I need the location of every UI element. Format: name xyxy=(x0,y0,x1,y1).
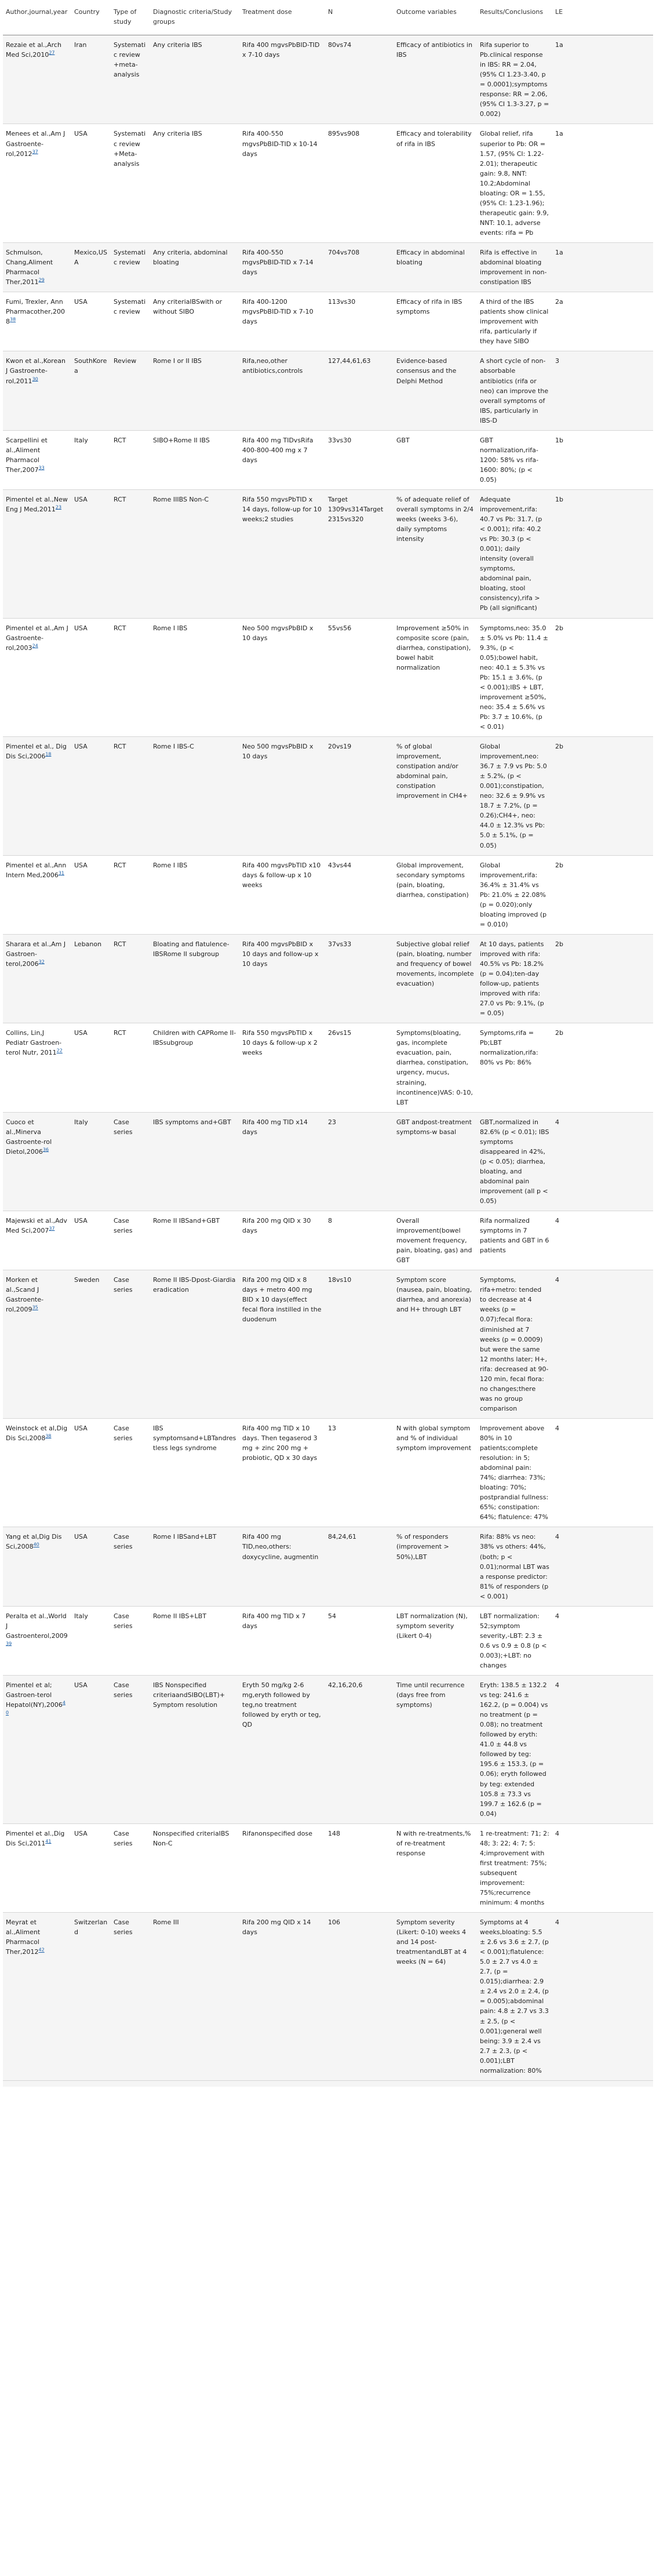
dose-cell: Rifa,neo,other antibiotics,controls xyxy=(239,351,325,430)
reference-link[interactable]: 29 xyxy=(38,277,45,283)
evidence-level-cell: 1a xyxy=(552,35,653,124)
study-type-cell: RCT xyxy=(111,489,150,618)
sample-size-cell: 704vs708 xyxy=(325,242,393,292)
table-row xyxy=(3,489,653,618)
author-text: Rezaie et al.,Arch Med Sci,2010 xyxy=(6,41,61,59)
evidence-level-cell: 2a xyxy=(552,292,653,351)
reference-link[interactable]: 41 xyxy=(45,1839,52,1844)
evidence-level-cell: 2b xyxy=(552,855,653,934)
col-header-dose: Treatment dose xyxy=(239,0,325,35)
country-cell: USA xyxy=(71,489,111,618)
sample-size-cell: 84,24,61 xyxy=(325,1527,393,1606)
study-type-cell: Review xyxy=(111,351,150,430)
dose-cell: Rifanonspecified dose xyxy=(239,1823,325,1912)
dose-cell: Rifa 400 mg TIDvsRifa 400-800-400 mg x 7 days xyxy=(239,430,325,489)
study-type-cell: Systematic review +meta-analysis xyxy=(111,35,150,124)
author-cell xyxy=(3,934,71,1023)
author-text: Peralta et al.,World J Gastroenterol,2009 xyxy=(6,1612,68,1640)
criteria-cell: Any criteria, abdominal bloating xyxy=(150,242,239,292)
table-body xyxy=(3,35,653,2081)
reference-link[interactable]: 42 xyxy=(38,1947,45,1953)
criteria-cell: IBS symptomsand+LBTandrestless legs syndrome xyxy=(150,1418,239,1527)
table-row xyxy=(3,1606,653,1675)
author-cell xyxy=(3,1112,71,1211)
study-type-cell: Systematic review xyxy=(111,292,150,351)
outcome-cell: Global improvement, secondary symptoms (pain, bloating, diarrhea, constipation) xyxy=(393,855,477,934)
table-row xyxy=(3,737,653,856)
criteria-cell: Rome III xyxy=(150,1913,239,2081)
evidence-level-cell: 4 xyxy=(552,1823,653,1912)
author-cell xyxy=(3,1527,71,1606)
dose-cell: Rifa 400 mg TID x14 days xyxy=(239,1112,325,1211)
study-type-cell: Case series xyxy=(111,1913,150,2081)
author-cell xyxy=(3,1211,71,1270)
table-row xyxy=(3,1823,653,1912)
table-row xyxy=(3,242,653,292)
author-cell xyxy=(3,1913,71,2081)
evidence-level-cell: 4 xyxy=(552,1211,653,1270)
outcome-cell: N with re-treatments,% of re-treatment response xyxy=(393,1823,477,1912)
reference-link[interactable]: 31 xyxy=(58,870,65,875)
sample-size-cell: 43vs44 xyxy=(325,855,393,934)
criteria-cell: Rome II IBSand+GBT xyxy=(150,1211,239,1270)
results-cell: GBT normalization,rifa-1200: 58% vs rifa-1600: 80%; (p < 0.05) xyxy=(477,430,552,489)
table-row xyxy=(3,934,653,1023)
criteria-cell: Children with CAPRome II-IBSsubgroup xyxy=(150,1023,239,1112)
author-cell xyxy=(3,1023,71,1112)
author-text: Meyrat et al.,Aliment Pharmacol Ther,2012 xyxy=(6,1919,41,1956)
table-row xyxy=(3,1112,653,1211)
table-header-row xyxy=(3,0,653,35)
dose-cell: Rifa 550 mgvsPbTID x 10 days & follow-up x 2 weeks xyxy=(239,1023,325,1112)
dose-cell: Rifa 400 mg TID x 7 days xyxy=(239,1606,325,1675)
evidence-level-cell: 2b xyxy=(552,934,653,1023)
criteria-cell: Any criteria IBS xyxy=(150,124,239,243)
country-cell: Switzerland xyxy=(71,1913,111,2081)
dose-cell: Rifa 400 mgvsPbTID x10 days & follow-up x 10 weeks xyxy=(239,855,325,934)
author-cell xyxy=(3,1418,71,1527)
criteria-cell: Rome II IBS-Dpost-Giardia eradication xyxy=(150,1270,239,1419)
sample-size-cell: 37vs33 xyxy=(325,934,393,1023)
country-cell: USA xyxy=(71,1527,111,1606)
dose-cell: Neo 500 mgvsPbBID x 10 days xyxy=(239,737,325,856)
author-cell xyxy=(3,292,71,351)
author-cell xyxy=(3,430,71,489)
evidence-level-cell: 1a xyxy=(552,124,653,243)
sample-size-cell: 18vs10 xyxy=(325,1270,393,1419)
col-header-n: N xyxy=(325,0,393,35)
evidence-level-cell: 1b xyxy=(552,430,653,489)
dose-cell: Rifa 200 mg QID x 14 days xyxy=(239,1913,325,2081)
study-type-cell: Case series xyxy=(111,1270,150,1419)
table-row xyxy=(3,1418,653,1527)
reference-link[interactable]: 40 xyxy=(33,1542,39,1547)
results-cell: Symptoms,neo: 35.0 ± 5.0% vs Pb: 11.4 ± 9.3%, (p < 0.05);bowel habit, neo: 40.1 ± 5.3% vs Pb: 15.1 ± 3.6%, (p < 0.001);IBS + LBT, improvement ≥50%, neo: 35.4 ± 5.6% vs Pb: 3.7 ± 10.6%, (p < 0.01) xyxy=(477,618,552,737)
criteria-cell: Any criteriaIBSwith or without SIBO xyxy=(150,292,239,351)
outcome-cell: % of global improvement, constipation and/or abdominal pain, constipation improvement in CH4+ xyxy=(393,737,477,856)
author-cell xyxy=(3,1676,71,1824)
author-text: Pimentel et al.,Dig Dis Sci,2011 xyxy=(6,1829,65,1847)
outcome-cell: Time until recurrence (days free from symptoms) xyxy=(393,1676,477,1824)
outcome-cell: Subjective global relief (pain, bloating, number and frequency of bowel movements, incomplete evacuation) xyxy=(393,934,477,1023)
dose-cell: Eryth 50 mg/kg 2-6 mg,eryth followed by teg,no treatment followed by eryth or teg, QD xyxy=(239,1676,325,1824)
table-row xyxy=(3,124,653,243)
criteria-cell: IBS symptoms and+GBT xyxy=(150,1112,239,1211)
outcome-cell: LBT normalization (N), symptom severity (Likert 0-4) xyxy=(393,1606,477,1675)
country-cell: USA xyxy=(71,292,111,351)
outcome-cell: Overall improvement(bowel movement frequency, pain, bloating, gas) and GBT xyxy=(393,1211,477,1270)
results-cell: Symptoms,rifa = Pb;LBT normalization,rifa: 80% vs Pb: 86% xyxy=(477,1023,552,1112)
study-type-cell: RCT xyxy=(111,855,150,934)
table-row xyxy=(3,1211,653,1270)
criteria-cell: Bloating and flatulence-IBSRome II subgroup xyxy=(150,934,239,1023)
criteria-cell: Rome II IBS+LBT xyxy=(150,1606,239,1675)
author-text: Sharara et al.,Am J Gastroen-terol,2006 xyxy=(6,940,66,968)
reference-link[interactable]: 37 xyxy=(32,148,38,154)
author-cell xyxy=(3,351,71,430)
results-cell: Symptoms at 4 weeks,bloating: 5.5 ± 2.6 vs 3.6 ± 2.7, (p < 0.001);flatulence: 5.0 ± 2.7 vs 4.0 ± 2.7, (p = 0.015);diarrhea: 2.9 ± 2.4 vs 2.0 ± 2.4, (p = 0.005);abdominal pain: 4.8 ± 2.7 vs 3.3 ± 2.5, (p < 0.001);general well being: 3.9 ± 2.4 vs 2.7 ± 2.3, (p < 0.001);LBT normalization: 80% xyxy=(477,1913,552,2081)
reference-link[interactable]: 22 xyxy=(56,1048,63,1053)
results-cell: 1 re-treatment: 71; 2: 48; 3: 22; 4: 7; 5: 4;improvement with first treatment: 75%; subsequent improvement: 75%;recurrence minimum: 4 months xyxy=(477,1823,552,1912)
table-row xyxy=(3,1676,653,1824)
country-cell: USA xyxy=(71,124,111,243)
criteria-cell: Rome I IBS xyxy=(150,855,239,934)
dose-cell: Rifa 550 mgvsPbTID x 14 days, follow-up for 10 weeks;2 studies xyxy=(239,489,325,618)
table-row xyxy=(3,618,653,737)
evidence-level-cell: 3 xyxy=(552,351,653,430)
results-cell: Rifa superior to Pb.clinical response in IBS: RR = 2.04, (95% CI 1.23-3.40, p = 0.0001);symptoms response: RR = 2.06, (95% CI 1.3-3.27, p = 0.002) xyxy=(477,35,552,124)
study-type-cell: Case series xyxy=(111,1606,150,1675)
studies-table xyxy=(3,0,653,2081)
table-trailing-bar xyxy=(3,2081,653,2087)
criteria-cell: Rome IIIBS Non-C xyxy=(150,489,239,618)
sample-size-cell: 127,44,61,63 xyxy=(325,351,393,430)
author-text: Menees et al.,Am J Gastroente-rol,2012 xyxy=(6,130,65,158)
results-cell: Rifa is effective in abdominal bloating improvement in non-constipation IBS xyxy=(477,242,552,292)
author-text: Scarpellini et al.,Aliment Pharmacol Ther,2007 xyxy=(6,436,48,474)
outcome-cell: Efficacy and tolerability of rifa in IBS xyxy=(393,124,477,243)
author-text: Weinstock et al,Dig Dis Sci,2008 xyxy=(6,1424,68,1442)
sample-size-cell: 80vs74 xyxy=(325,35,393,124)
evidence-level-cell: 4 xyxy=(552,1418,653,1527)
results-cell: A third of the IBS patients show clinical improvement with rifa, particularly if they have SIBO xyxy=(477,292,552,351)
evidence-level-cell: 4 xyxy=(552,1676,653,1824)
reference-link[interactable]: 35 xyxy=(32,1305,38,1310)
dose-cell: Rifa 400-1200 mgvsPbBID-TID x 7-10 days xyxy=(239,292,325,351)
author-cell xyxy=(3,1606,71,1675)
evidence-level-cell: 4 xyxy=(552,1112,653,1211)
sample-size-cell: 8 xyxy=(325,1211,393,1270)
sample-size-cell: 26vs15 xyxy=(325,1023,393,1112)
outcome-cell: N with global symptom and % of individual symptom improvement xyxy=(393,1418,477,1527)
evidence-level-cell: 1a xyxy=(552,242,653,292)
col-header-criteria: Diagnostic criteria/Study groups xyxy=(150,0,239,35)
reference-link[interactable]: 24 xyxy=(32,642,38,648)
reference-link[interactable]: 39 xyxy=(6,1641,12,1647)
table-row xyxy=(3,1527,653,1606)
author-text: Collins, Lin,J Pediatr Gastroen-terol Nutr, 2011 xyxy=(6,1029,62,1057)
results-cell: Eryth: 138.5 ± 132.2 vs teg: 241.6 ± 162.2, (p = 0.004) vs no treatment (p = 0.08); no treatment followed by eryth: 41.0 ± 44.8 vs followed by teg: 195.6 ± 153.3, (p = 0.06); eryth followed by teg: extended 105.8 ± 73.3 vs 199.7 ± 162.6 (p = 0.04) xyxy=(477,1676,552,1824)
country-cell: Sweden xyxy=(71,1270,111,1419)
country-cell: USA xyxy=(71,1676,111,1824)
results-cell: A short cycle of non-absorbable antibiotics (rifa or neo) can improve the overall symptoms of IBS, particularly in IBS-D xyxy=(477,351,552,430)
country-cell: SouthKorea xyxy=(71,351,111,430)
reference-link[interactable]: 18 xyxy=(45,751,52,757)
sample-size-cell: 20vs19 xyxy=(325,737,393,856)
reference-link[interactable]: 38 xyxy=(45,1433,52,1439)
dose-cell: Rifa 400 mg TID,neo,others: doxycycline, augmentin xyxy=(239,1527,325,1606)
criteria-cell: Rome I or II IBS xyxy=(150,351,239,430)
dose-cell: Rifa 200 mg QID x 30 days xyxy=(239,1211,325,1270)
author-cell xyxy=(3,35,71,124)
sample-size-cell: 54 xyxy=(325,1606,393,1675)
country-cell: Mexico,USA xyxy=(71,242,111,292)
sample-size-cell: 148 xyxy=(325,1823,393,1912)
col-header-outcome: Outcome variables xyxy=(393,0,477,35)
outcome-cell: Efficacy of antibiotics in IBS xyxy=(393,35,477,124)
country-cell: Italy xyxy=(71,1112,111,1211)
results-cell: LBT normalization: 52;symptom severity,-LBT: 2.3 ± 0.6 vs 0.9 ± 0.8 (p < 0.003);+LBT: no changes xyxy=(477,1606,552,1675)
country-cell: USA xyxy=(71,1023,111,1112)
criteria-cell: IBS Nonspecified criteriaandSIBO(LBT)+ Symptom resolution xyxy=(150,1676,239,1824)
evidence-level-cell: 1b xyxy=(552,489,653,618)
author-text: Majewski et al.,Adv Med Sci,2007 xyxy=(6,1217,67,1235)
study-type-cell: Case series xyxy=(111,1112,150,1211)
col-header-country: Country xyxy=(71,0,111,35)
results-cell: Improvement above 80% in 10 patients;complete resolution: in 5; abdominal pain: 74%; diarrhea: 73%; bloating: 70%; postprandial fullness: 65%; constipation: 64%; flatulence: 47% xyxy=(477,1418,552,1527)
dose-cell: Rifa 400 mgvsPbBID x 10 days and follow-up x 10 days xyxy=(239,934,325,1023)
outcome-cell: Symptom severity (Likert: 0-10) weeks 4 and 14 post-treatmentandLBT at 4 weeks (N = 64) xyxy=(393,1913,477,2081)
author-text: Pimentel et al., Dig Dis Sci,2006 xyxy=(6,743,67,761)
reference-link[interactable]: 33 xyxy=(38,465,45,471)
country-cell: USA xyxy=(71,855,111,934)
results-cell: Global improvement,rifa: 36.4% ± 31.4% vs Pb: 21.0% ± 22.08% (p = 0.020);only bloating improved (p = 0.010) xyxy=(477,855,552,934)
author-text: Yang et al,Dig Dis Sci,2008 xyxy=(6,1533,62,1551)
study-type-cell: Case series xyxy=(111,1823,150,1912)
country-cell: USA xyxy=(71,1211,111,1270)
dose-cell: Rifa 200 mg QID x 8 days + metro 400 mg BID x 10 days(effect fecal flora instilled in the duodenum xyxy=(239,1270,325,1419)
reference-link[interactable]: 32 xyxy=(38,959,45,965)
sample-size-cell: 113vs30 xyxy=(325,292,393,351)
country-cell: Italy xyxy=(71,430,111,489)
author-cell xyxy=(3,242,71,292)
author-text: Pimentel et al; Gastroen-terol Hepatol(NY),2006 xyxy=(6,1681,63,1709)
reference-link[interactable]: 23 xyxy=(55,504,62,510)
reference-link[interactable]: 27 xyxy=(49,50,55,56)
table-row xyxy=(3,1913,653,2081)
results-cell: At 10 days, patients improved with rifa: 40.5% vs Pb: 18.2% (p = 0.04);ten-day follow-up, patients improved with rifa: 27.0 vs Pb: 9.1%, (p = 0.05) xyxy=(477,934,552,1023)
outcome-cell: Efficacy of rifa in IBS symptoms xyxy=(393,292,477,351)
author-text: Pimentel et al.,Ann Intern Med,2006 xyxy=(6,861,67,879)
author-cell xyxy=(3,737,71,856)
results-cell: Rifa normalized symptoms in 7 patients and GBT in 6 patients xyxy=(477,1211,552,1270)
author-text: Pimentel et al.,Am J Gastroente-rol,2003 xyxy=(6,624,68,652)
author-cell xyxy=(3,1823,71,1912)
study-type-cell: Case series xyxy=(111,1418,150,1527)
evidence-level-cell: 4 xyxy=(552,1270,653,1419)
sample-size-cell: 42,16,20,6 xyxy=(325,1676,393,1824)
dose-cell: Rifa 400-550 mgvsPbBID-TID x 7-14 days xyxy=(239,242,325,292)
table-row xyxy=(3,292,653,351)
results-cell: Symptoms, rifa+metro: tended to decrease at 4 weeks (p = 0.07);fecal flora: diminished at 7 weeks (p = 0.0009) but were the same 12 months later; H+, rifa: decreased at 90-120 min, fecal flora: no changes;there was no group comparison xyxy=(477,1270,552,1419)
criteria-cell: Rome I IBSand+LBT xyxy=(150,1527,239,1606)
reference-link[interactable]: 30 xyxy=(32,376,38,382)
criteria-cell: SIBO+Rome II IBS xyxy=(150,430,239,489)
evidence-level-cell: 2b xyxy=(552,1023,653,1112)
sample-size-cell: 106 xyxy=(325,1913,393,2081)
criteria-cell: Nonspecified criteriaIBS Non-C xyxy=(150,1823,239,1912)
reference-link[interactable]: 36 xyxy=(42,1147,49,1153)
results-cell: Rifa: 88% vs neo: 38% vs others: 44%, (both; p < 0.01);normal LBT was a response predictor: 81% of responders (p < 0.001) xyxy=(477,1527,552,1606)
criteria-cell: Rome I IBS-C xyxy=(150,737,239,856)
evidence-level-cell: 2b xyxy=(552,737,653,856)
dose-cell: Rifa 400 mg TID x 10 days. Then tegaserod 3 mg + zinc 200 mg + probiotic, QD x 30 days xyxy=(239,1418,325,1527)
study-type-cell: RCT xyxy=(111,934,150,1023)
results-cell: GBT,normalized in 82.6% (p < 0.01); IBS symptoms disappeared in 42%, (p < 0.05); diarrhea, bloating, and abdominal pain improvement (all p < 0.05) xyxy=(477,1112,552,1211)
study-type-cell: Case series xyxy=(111,1527,150,1606)
evidence-level-cell: 4 xyxy=(552,1527,653,1606)
evidence-level-cell: 4 xyxy=(552,1913,653,2081)
author-cell xyxy=(3,618,71,737)
sample-size-cell: 13 xyxy=(325,1418,393,1527)
outcome-cell: % of responders (improvement > 50%),LBT xyxy=(393,1527,477,1606)
outcome-cell: GBT andpost-treatment symptoms-w basal xyxy=(393,1112,477,1211)
study-type-cell: RCT xyxy=(111,430,150,489)
outcome-cell: Symptom score (nausea, pain, bloating, diarrhea, and anorexia) and H+ through LBT xyxy=(393,1270,477,1419)
table-row xyxy=(3,430,653,489)
evidence-level-cell: 2b xyxy=(552,618,653,737)
results-cell: Global improvement,neo: 36.7 ± 7.9 vs Pb: 5.0 ± 5.2%, (p < 0.001);constipation, neo: 32.6 ± 9.9% vs 18.7 ± 7.2%, (p = 0.26);CH4+, neo: 44.0 ± 12.3% vs Pb: 5.0 ± 5.1%, (p = 0.05) xyxy=(477,737,552,856)
study-type-cell: RCT xyxy=(111,737,150,856)
study-type-cell: Systematic review +Meta-analysis xyxy=(111,124,150,243)
author-text: Kwon et al.,Korean J Gastroente-rol,2011 xyxy=(6,357,65,385)
author-cell xyxy=(3,855,71,934)
results-cell: Adequate improvement,rifa: 40.7 vs Pb: 31.7, (p < 0.001); rifa: 40.2 vs Pb: 30.3 (p < 0.001); daily intensity (overall symptoms, abdominal pain, bloating, stool consistency),rifa > Pb (all significant) xyxy=(477,489,552,618)
sample-size-cell: 23 xyxy=(325,1112,393,1211)
sample-size-cell: 895vs908 xyxy=(325,124,393,243)
col-header-le: LE xyxy=(552,0,653,35)
table-row xyxy=(3,1270,653,1419)
study-type-cell: Case series xyxy=(111,1211,150,1270)
outcome-cell: % of adequate relief of overall symptoms in 2/4 weeks (weeks 3-6), daily symptoms intensity xyxy=(393,489,477,618)
sample-size-cell: Target 1309vs314Target 2315vs320 xyxy=(325,489,393,618)
author-text: Morken et al.,Scand J Gastroente-rol,2009 xyxy=(6,1276,44,1314)
country-cell: USA xyxy=(71,1823,111,1912)
dose-cell: Rifa 400-550 mgvsPbBID-TID x 10-14 days xyxy=(239,124,325,243)
col-header-author: Author,journal,year xyxy=(3,0,71,35)
table-row xyxy=(3,351,653,430)
author-cell xyxy=(3,489,71,618)
sample-size-cell: 33vs30 xyxy=(325,430,393,489)
author-cell xyxy=(3,124,71,243)
study-type-cell: RCT xyxy=(111,618,150,737)
table-row xyxy=(3,855,653,934)
country-cell: Lebanon xyxy=(71,934,111,1023)
outcome-cell: Improvement ≥50% in composite score (pain, diarrhea, constipation), bowel habit normalization xyxy=(393,618,477,737)
reference-link[interactable]: 40 xyxy=(6,1700,65,1716)
table-row xyxy=(3,35,653,124)
results-cell: Global relief, rifa superior to Pb: OR = 1.57, (95% CI: 1.22-2.01); therapeutic gain: 9.8, NNT: 10.2;Abdominal bloating: OR = 1.55, (95% CI: 1.23-1.96); therapeutic gain: 9.9, NNT: 10.1, adverse events: rifa = Pb xyxy=(477,124,552,243)
country-cell: USA xyxy=(71,1418,111,1527)
sample-size-cell: 55vs56 xyxy=(325,618,393,737)
dose-cell: Rifa 400 mgvsPbBID-TID x 7-10 days xyxy=(239,35,325,124)
criteria-cell: Any criteria IBS xyxy=(150,35,239,124)
country-cell: USA xyxy=(71,618,111,737)
col-header-type: Type of study xyxy=(111,0,150,35)
study-type-cell: RCT xyxy=(111,1023,150,1112)
outcome-cell: Evidence-based consensus and the Delphi Method xyxy=(393,351,477,430)
author-text: Cuoco et al.,Minerva Gastroente-rol Dietol,2006 xyxy=(6,1118,52,1156)
study-type-cell: Systematic review xyxy=(111,242,150,292)
reference-link[interactable]: 37 xyxy=(49,1226,55,1231)
author-text: Pimentel et al.,New Eng J Med,2011 xyxy=(6,495,68,514)
country-cell: Iran xyxy=(71,35,111,124)
criteria-cell: Rome I IBS xyxy=(150,618,239,737)
evidence-level-cell: 4 xyxy=(552,1606,653,1675)
study-type-cell: Case series xyxy=(111,1676,150,1824)
col-header-results: Results/Conclusions xyxy=(477,0,552,35)
author-text: Schmulson, Chang,Aliment Pharmacol Ther,2011 xyxy=(6,248,53,286)
country-cell: USA xyxy=(71,737,111,856)
table-row xyxy=(3,1023,653,1112)
country-cell: Italy xyxy=(71,1606,111,1675)
outcome-cell: GBT xyxy=(393,430,477,489)
outcome-cell: Symptoms(bloating, gas, incomplete evacuation, pain, diarrhea, constipation, urgency, mucus, straining, incontinence)VAS: 0-10, LBT xyxy=(393,1023,477,1112)
dose-cell: Neo 500 mgvsPbBID x 10 days xyxy=(239,618,325,737)
author-cell xyxy=(3,1270,71,1419)
reference-link[interactable]: 38 xyxy=(10,317,16,322)
outcome-cell: Efficacy in abdominal bloating xyxy=(393,242,477,292)
author-text: Fumi, Trexler, Ann Pharmacother,2008 xyxy=(6,298,65,326)
